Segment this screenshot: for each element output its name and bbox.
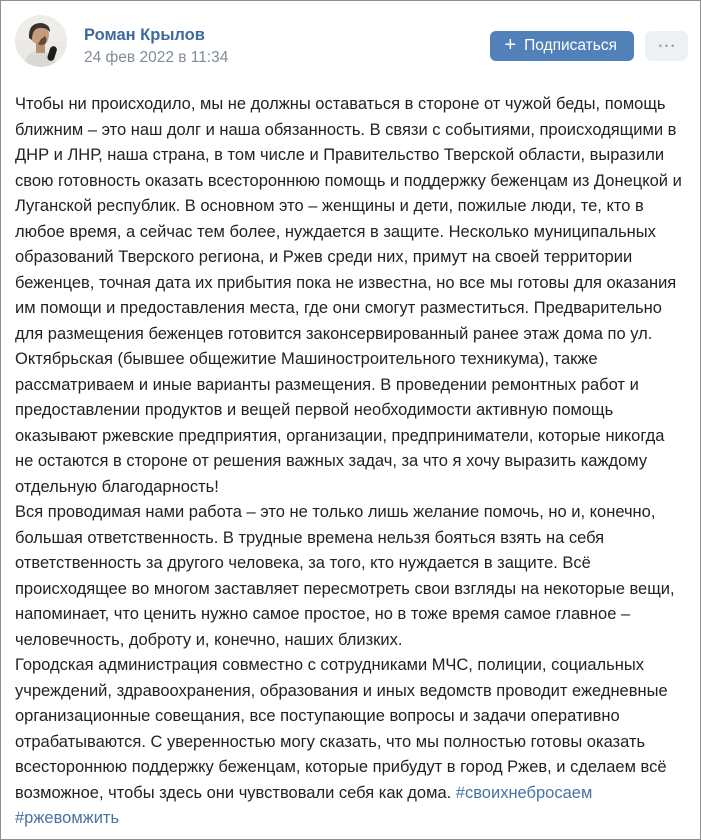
hashtag-link[interactable]: #ржевомжить (15, 809, 120, 827)
post-text-paragraph (15, 500, 687, 653)
subscribe-button-label: Подписаться (524, 37, 617, 54)
ellipsis-icon: ••• (658, 40, 678, 51)
post-text-paragraph (15, 653, 687, 832)
paragraph-text: Чтобы ни происходило, мы не должны оставаться в стороне от чужой беды, помощь ближним – это наш долг и наша обязанность. В связи с событиями, происходящими в ДНР и ЛНР, наша страна, в том числе и Правительство Тверской области, выразили свою готовность оказать всестороннюю помощь и поддержку беженцам из Донецкой и Луганской республик. В основном это – женщины и дети, пожилые люди, те, кто в любое время, а сейчас тем более, нуждается в защите. Несколько муниципальных образований Тверского региона, и Ржев среди них, примут на своей территории беженцев, точная дата их прибытия пока не известна, но все мы готовы для оказания им помощи и предоставления места, где они смогут разместиться. Предварительно для размещения беженцев готовится законсервированный ранее этаж дома по ул. Октябрьская (бывшее общежитие Машиностроительного техникума), также рассматриваем и иные варианты размещения. В проведении ремонтных работ и предоставлении продуктов и вещей первой необходимости активную помощь оказывают ржевские предприятия, организации, предприниматели, которые никогда не остаются в стороне от решения важных задач, за что я хочу выразить каждому отдельную благодарность! (15, 95, 682, 496)
author-name-link[interactable]: Роман Крылов (84, 26, 205, 44)
avatar[interactable] (15, 15, 67, 67)
paragraph-text: Вся проводимая нами работа – это не только лишь желание помочь, но и, конечно, большая ответственность. В трудные времена нельзя бояться взять на себя ответственность за другого человека, за того, кто нуждается в защите. Всё происходящее во многом заставляет пересмотреть свои взгляды на некоторые вещи, напоминает, что ценить нужно самое простое, но в тоже время самое главное – человечность, доброту и, конечно, наших близких. (15, 503, 675, 649)
paragraph-text: Городская администрация совместно с сотрудниками МЧС, полиции, социальных учреждений, здравоохранения, образования и иных ведомств проводит ежедневные организационные совещания, все поступающие вопросы и задачи оперативно отрабатываются. С уверенностью могу сказать, что мы полностью готовы оказать всестороннюю поддержку беженцам, которые прибудут в город Ржев, и сделаем всё возможное, чтобы здесь они чувствовали себя как дома. (15, 656, 668, 802)
post-date-link[interactable]: 24 фев 2022 в 11:34 (84, 49, 229, 66)
subscribe-button[interactable] (490, 31, 634, 61)
header-actions (490, 31, 688, 61)
more-options-button[interactable] (645, 31, 688, 61)
post-header (1, 1, 700, 67)
author-info (84, 26, 228, 67)
hashtag-link[interactable]: #своихнебросаем (455, 783, 593, 802)
post-text-paragraph (15, 92, 687, 500)
post-text (1, 67, 700, 832)
plus-icon: + (504, 34, 517, 56)
man-profile-photo-icon (15, 15, 67, 67)
